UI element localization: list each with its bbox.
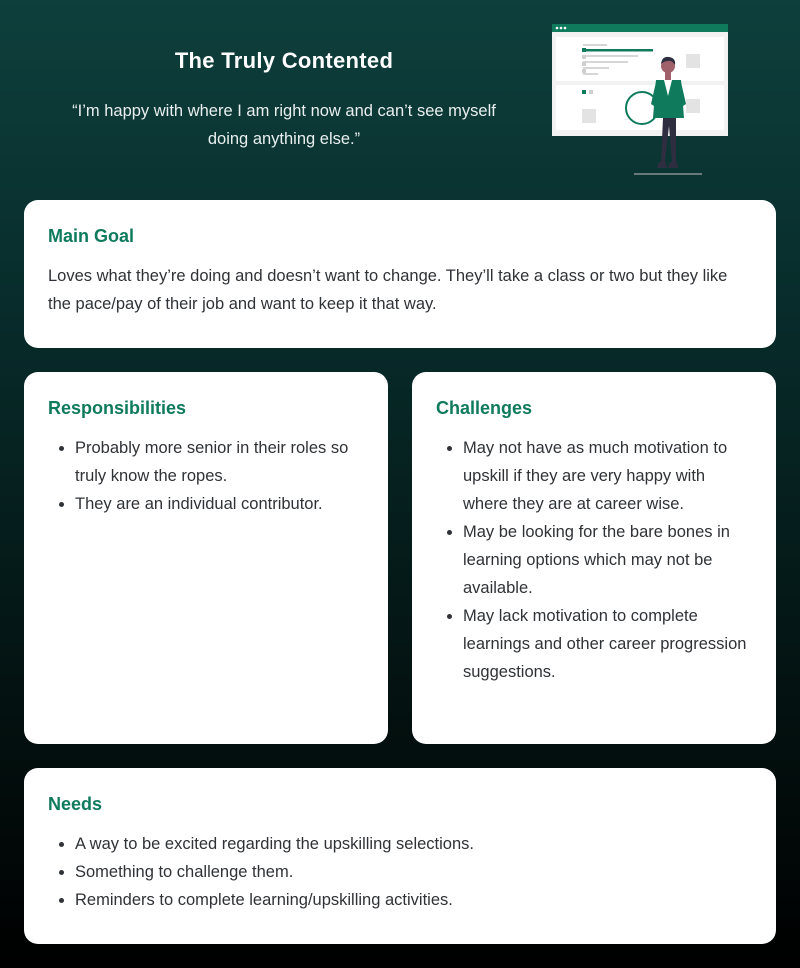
list-item: May be looking for the bare bones in learning options which may not be available. [436,518,752,602]
list-item: They are an individual contributor. [48,490,364,518]
list-item: May not have as much motivation to upskill if they are very happy with where they are at career wise. [436,434,752,518]
main-goal-heading: Main Goal [48,226,135,246]
list-item: May lack motivation to complete learnings and other career progression suggestions. [436,602,752,686]
responsibilities-heading: Responsibilities [48,398,187,418]
list-item: A way to be excited regarding the upskilling selections. [48,830,752,858]
list-item: Probably more senior in their roles so truly know the ropes. [48,434,364,490]
list-item: Something to challenge them. [48,858,752,886]
responsibilities-list [48,434,364,518]
challenges-card [412,372,776,744]
responsibilities-card [24,372,388,744]
person-with-dashboard-illustration [550,22,732,180]
main-goal-card [24,200,776,348]
challenges-list [436,434,752,686]
needs-card [24,768,776,944]
main-goal-text: Loves what they’re doing and doesn’t want to change. They’ll take a class or two but they like the pace/pay of their job and want to keep it that way. [48,267,728,313]
needs-list [48,830,752,914]
persona-quote: “I’m happy with where I am right now and can’t see myself doing anything else.” [72,102,496,148]
needs-heading: Needs [48,794,103,814]
persona-title: The Truly Contented [174,48,394,73]
list-item: Reminders to complete learning/upskilling activities. [48,886,752,914]
browser-titlebar-shape [552,24,728,32]
challenges-heading: Challenges [436,398,533,418]
